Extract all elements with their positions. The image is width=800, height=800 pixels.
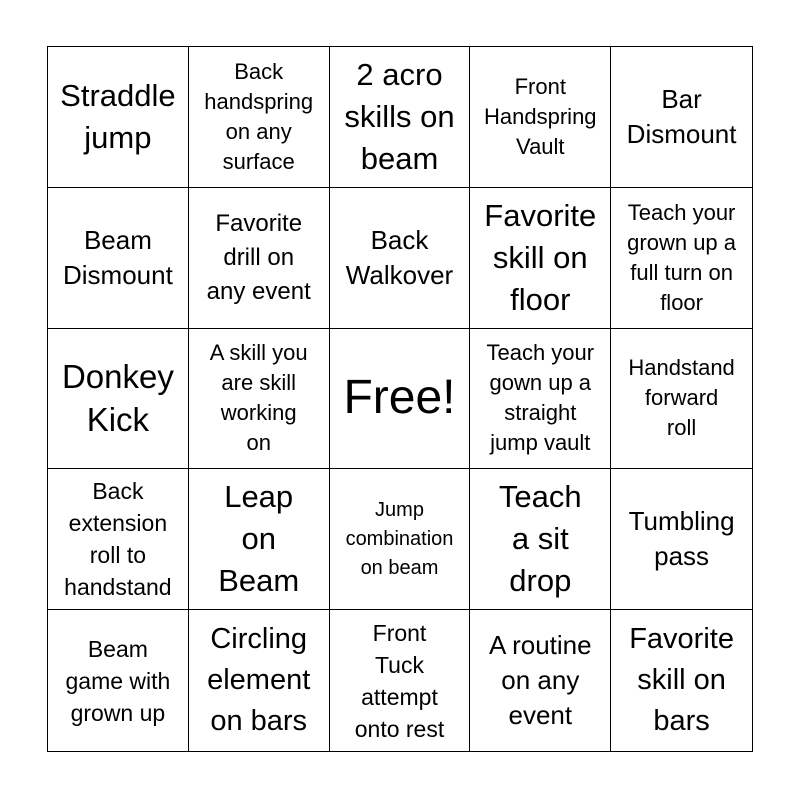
bingo-cell[interactable] — [48, 469, 189, 610]
bingo-board — [47, 46, 753, 752]
bingo-cell[interactable] — [330, 188, 471, 329]
cell-label: Back handspring on any surface — [204, 58, 314, 174]
bingo-cell[interactable] — [470, 188, 611, 329]
cell-label: Donkey Kick — [61, 358, 174, 439]
cell-label: Back Walkover — [345, 224, 454, 290]
bingo-cell[interactable] — [330, 47, 471, 188]
cell-label: Circling element on bars — [207, 623, 311, 738]
cell-label: A routine on any event — [488, 630, 592, 731]
bingo-cell[interactable] — [189, 610, 330, 751]
cell-label: A skill you are skill working on — [209, 340, 308, 456]
bingo-cell[interactable] — [470, 47, 611, 188]
cell-label: Handstand forward roll — [628, 355, 735, 441]
bingo-cell[interactable] — [48, 329, 189, 470]
cell-label: Jump combination on beam — [345, 498, 454, 579]
cell-label: Tumbling pass — [628, 506, 735, 572]
bingo-cell[interactable] — [189, 329, 330, 470]
cell-label: Beam game with grown up — [65, 635, 171, 726]
bingo-cell[interactable] — [330, 469, 471, 610]
free-space-label: Free! — [343, 371, 456, 425]
cell-label: Favorite skill on bars — [629, 623, 734, 738]
cell-label: Front Tuck attempt onto rest — [354, 619, 445, 742]
cell-label: Favorite skill on floor — [484, 197, 597, 317]
bingo-cell[interactable] — [611, 47, 752, 188]
bingo-cell[interactable] — [189, 188, 330, 329]
bingo-cell[interactable] — [48, 610, 189, 751]
cell-label: Bar Dismount — [626, 83, 737, 149]
cell-label: Teach your gown up a straight jump vault — [486, 340, 595, 456]
bingo-cell[interactable] — [611, 329, 752, 470]
bingo-cell[interactable] — [189, 469, 330, 610]
bingo-cell[interactable] — [470, 329, 611, 470]
bingo-cell[interactable] — [611, 188, 752, 329]
bingo-cell[interactable] — [48, 188, 189, 329]
cell-label: Straddle jump — [60, 77, 176, 155]
cell-label: Leap on Beam — [218, 479, 300, 599]
cell-label: Teach your grown up a full turn on floor — [627, 199, 737, 315]
cell-label: Front Handspring Vault — [484, 73, 597, 159]
cell-label: Teach a sit drop — [498, 479, 582, 599]
bingo-cell[interactable] — [470, 469, 611, 610]
bingo-cell[interactable] — [611, 469, 752, 610]
cell-label: Favorite drill on any event — [206, 209, 311, 305]
bingo-cell[interactable] — [48, 47, 189, 188]
cell-label: 2 acro skills on beam — [344, 56, 455, 176]
bingo-cell[interactable] — [611, 610, 752, 751]
free-space-cell[interactable] — [330, 329, 471, 470]
bingo-cell[interactable] — [470, 610, 611, 751]
cell-label: Beam Dismount — [62, 224, 173, 290]
cell-label: Back extension roll to handstand — [64, 478, 172, 601]
bingo-cell[interactable] — [189, 47, 330, 188]
bingo-cell[interactable] — [330, 610, 471, 751]
